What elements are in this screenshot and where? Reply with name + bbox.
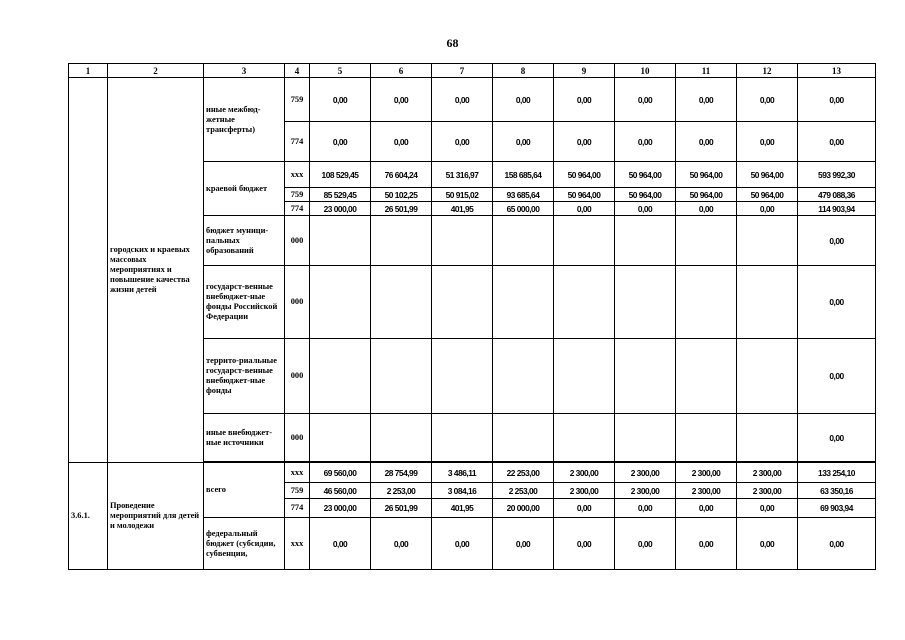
value-cell: 0,00: [676, 122, 737, 162]
code-cell: 774: [285, 202, 310, 216]
value-cell: 50 964,00: [737, 188, 798, 202]
code-cell: 759: [285, 483, 310, 499]
value-cell: 22 253,00: [493, 463, 554, 483]
code-cell: 000: [285, 266, 310, 339]
value-cell: 0,00: [798, 78, 876, 122]
value-cell: 0,00: [737, 202, 798, 216]
value-cell: 50 964,00: [737, 162, 798, 188]
value-cell: 0,00: [310, 122, 371, 162]
value-cell: 50 964,00: [615, 162, 676, 188]
value-cell: 0,00: [676, 518, 737, 570]
value-cell: 85 529,45: [310, 188, 371, 202]
header-cell: 10: [615, 64, 676, 78]
value-cell: 0,00: [615, 202, 676, 216]
item-index: 3.6.1.: [69, 463, 108, 570]
value-cell: 0,00: [310, 518, 371, 570]
page-number: 68: [446, 36, 459, 50]
value-cell: 0,00: [554, 78, 615, 122]
value-cell: 0,00: [737, 518, 798, 570]
code-cell: ххх: [285, 463, 310, 483]
value-cell: 0,00: [493, 122, 554, 162]
source-state-funds: государст-венные внебюджет-ные фонды Российской Федерации: [204, 266, 285, 339]
value-cell: 26 501,99: [371, 499, 432, 518]
header-cell: 9: [554, 64, 615, 78]
value-cell: 158 685,64: [493, 162, 554, 188]
value-cell: 0,00: [432, 518, 493, 570]
value-cell: 0,00: [798, 216, 876, 266]
value-cell: 50 915,02: [432, 188, 493, 202]
value-cell: 0,00: [371, 518, 432, 570]
value-cell: 0,00: [554, 202, 615, 216]
value-cell: 401,95: [432, 499, 493, 518]
source-other: иные внебюджет-ные источники: [204, 414, 285, 462]
value-cell: 26 501,99: [371, 202, 432, 216]
value-cell: 2 300,00: [676, 483, 737, 499]
value-cell: 50 964,00: [554, 188, 615, 202]
value-cell: 0,00: [554, 499, 615, 518]
value-cell: 2 253,00: [493, 483, 554, 499]
value-cell: 0,00: [554, 122, 615, 162]
source-municipal-budget: бюджет муници-пальных образований: [204, 216, 285, 266]
header-cell: 11: [676, 64, 737, 78]
source-regional-budget: краевой бюджет: [204, 162, 285, 216]
value-cell: 0,00: [798, 122, 876, 162]
value-cell: 2 300,00: [615, 483, 676, 499]
value-cell: 0,00: [615, 518, 676, 570]
value-cell: 0,00: [798, 339, 876, 414]
value-cell: 0,00: [615, 78, 676, 122]
header-cell: 5: [310, 64, 371, 78]
value-cell: 50 964,00: [615, 188, 676, 202]
value-cell: 50 964,00: [554, 162, 615, 188]
value-cell: 93 685,64: [493, 188, 554, 202]
value-cell: 0,00: [737, 122, 798, 162]
value-cell: 479 088,36: [798, 188, 876, 202]
budget-table: [68, 63, 876, 570]
value-cell: 69 903,94: [798, 499, 876, 518]
value-cell: 2 253,00: [371, 483, 432, 499]
code-cell: 774: [285, 122, 310, 162]
value-cell: 0,00: [615, 122, 676, 162]
code-cell: 000: [285, 414, 310, 462]
value-cell: 50 964,00: [676, 162, 737, 188]
value-cell: 2 300,00: [676, 463, 737, 483]
header-cell: 1: [69, 64, 108, 78]
code-cell: 000: [285, 339, 310, 414]
value-cell: 28 754,99: [371, 463, 432, 483]
value-cell: 0,00: [737, 78, 798, 122]
value-cell: 46 560,00: [310, 483, 371, 499]
value-cell: 593 992,30: [798, 162, 876, 188]
value-cell: 23 000,00: [310, 202, 371, 216]
value-cell: 0,00: [676, 499, 737, 518]
value-cell: 114 903,94: [798, 202, 876, 216]
value-cell: 401,95: [432, 202, 493, 216]
code-cell: ххх: [285, 518, 310, 570]
header-cell: 12: [737, 64, 798, 78]
source-transfers: иные межбюд-жетные трансферты): [204, 78, 285, 162]
value-cell: 0,00: [371, 122, 432, 162]
index-cell: [69, 78, 108, 463]
table-row: [69, 463, 876, 483]
value-cell: 0,00: [798, 266, 876, 339]
value-cell: 0,00: [737, 499, 798, 518]
value-cell: 108 529,45: [310, 162, 371, 188]
header-cell: 2: [108, 64, 204, 78]
measure-name: городских и краевых массовых мероприятиях и повышение качества жизни детей: [108, 78, 204, 463]
header-cell: 8: [493, 64, 554, 78]
value-cell: 3 486,11: [432, 463, 493, 483]
value-cell: 69 560,00: [310, 463, 371, 483]
code-cell: 759: [285, 188, 310, 202]
value-cell: 2 300,00: [737, 483, 798, 499]
item-name: Проведение мероприятий для детей и молодежи: [108, 463, 204, 570]
code-cell: 774: [285, 499, 310, 518]
value-cell: 0,00: [676, 78, 737, 122]
source-total: всего: [204, 463, 285, 518]
source-federal-budget: федеральный бюджет (субсидии, субвенции,: [204, 518, 285, 570]
value-cell: 0,00: [798, 414, 876, 462]
value-cell: 23 000,00: [310, 499, 371, 518]
value-cell: 0,00: [310, 78, 371, 122]
value-cell: 65 000,00: [493, 202, 554, 216]
value-cell: 2 300,00: [737, 463, 798, 483]
value-cell: 2 300,00: [554, 463, 615, 483]
table-row: [69, 78, 876, 122]
value-cell: 2 300,00: [615, 463, 676, 483]
value-cell: 50 102,25: [371, 188, 432, 202]
value-cell: 0,00: [798, 518, 876, 570]
value-cell: 3 084,16: [432, 483, 493, 499]
value-cell: 0,00: [493, 78, 554, 122]
value-cell: 0,00: [676, 202, 737, 216]
value-cell: 2 300,00: [554, 483, 615, 499]
value-cell: 133 254,10: [798, 463, 876, 483]
header-cell: 6: [371, 64, 432, 78]
code-cell: 759: [285, 78, 310, 122]
header-cell: 4: [285, 64, 310, 78]
source-territorial-funds: террито-риальные государст-венные внебюджет-ные фонды: [204, 339, 285, 414]
value-cell: 0,00: [554, 518, 615, 570]
value-cell: 0,00: [432, 78, 493, 122]
code-cell: ххх: [285, 162, 310, 188]
value-cell: 0,00: [493, 518, 554, 570]
value-cell: 50 964,00: [676, 188, 737, 202]
code-cell: 000: [285, 216, 310, 266]
header-row: [69, 64, 876, 78]
header-cell: 3: [204, 64, 285, 78]
header-cell: 7: [432, 64, 493, 78]
value-cell: 0,00: [371, 78, 432, 122]
value-cell: 20 000,00: [493, 499, 554, 518]
value-cell: 0,00: [432, 122, 493, 162]
value-cell: 0,00: [615, 499, 676, 518]
value-cell: 76 604,24: [371, 162, 432, 188]
value-cell: 51 316,97: [432, 162, 493, 188]
value-cell: 63 350,16: [798, 483, 876, 499]
header-cell: 13: [798, 64, 876, 78]
